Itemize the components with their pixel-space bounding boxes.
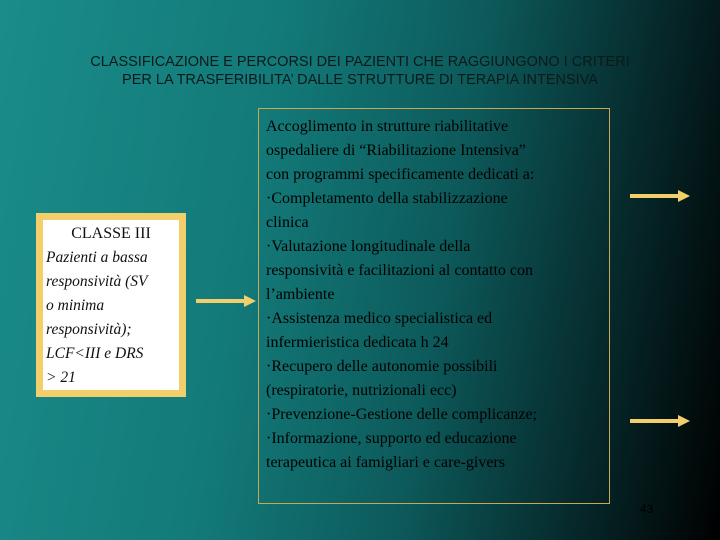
slide-title-line-2: PER LA TRASFERIBILITA’ DALLE STRUTTURE DI TERAPIA INTENSIVA (122, 72, 598, 88)
description-line: ·Prevenzione-Gestione delle complicanze; (266, 406, 537, 423)
description-line: ·Informazione, supporto ed educazione (266, 430, 517, 447)
page-number: 43 (640, 502, 654, 516)
slide-title-line-1: CLASSIFICAZIONE E PERCORSI DEI PAZIENTI CHE RAGGIUNGONO I CRITERI (90, 54, 630, 70)
description-line: ·Completamento della stabilizzazione (266, 190, 508, 207)
right-arrow-icon (196, 293, 258, 309)
description-line: ·Recupero delle autonomie possibili (266, 358, 498, 375)
description-line: ospedaliere di “Riabilitazione Intensiva” (266, 142, 526, 159)
description-line: terapeutica ai famigliari e care-givers (266, 454, 505, 471)
treatment-description-box (258, 108, 610, 504)
description-line: ·Valutazione longitudinale della (266, 238, 471, 255)
right-arrow-icon (630, 413, 692, 429)
slide-title (30, 53, 690, 89)
class-iii-box (36, 213, 186, 397)
description-line: responsività e facilitazioni al contatto con (266, 262, 534, 279)
description-line: con programmi specificamente dedicati a: (266, 166, 535, 183)
class-heading: CLASSE III (71, 225, 151, 242)
description-line: (respiratorie, nutrizionali ecc) (266, 382, 457, 399)
description-line: ·Assistenza medico specialistica ed (266, 310, 493, 327)
description-line: l’ambiente (266, 286, 335, 303)
class-description: Pazienti a bassa responsività (SV o minima responsività); LCF<III e DRS > 21 (46, 249, 148, 386)
description-line: clinica (266, 214, 309, 231)
description-line: Accoglimento in strutture riabilitative (266, 118, 509, 135)
right-arrow-icon (630, 188, 692, 204)
description-line: infermieristica dedicata h 24 (266, 334, 449, 351)
